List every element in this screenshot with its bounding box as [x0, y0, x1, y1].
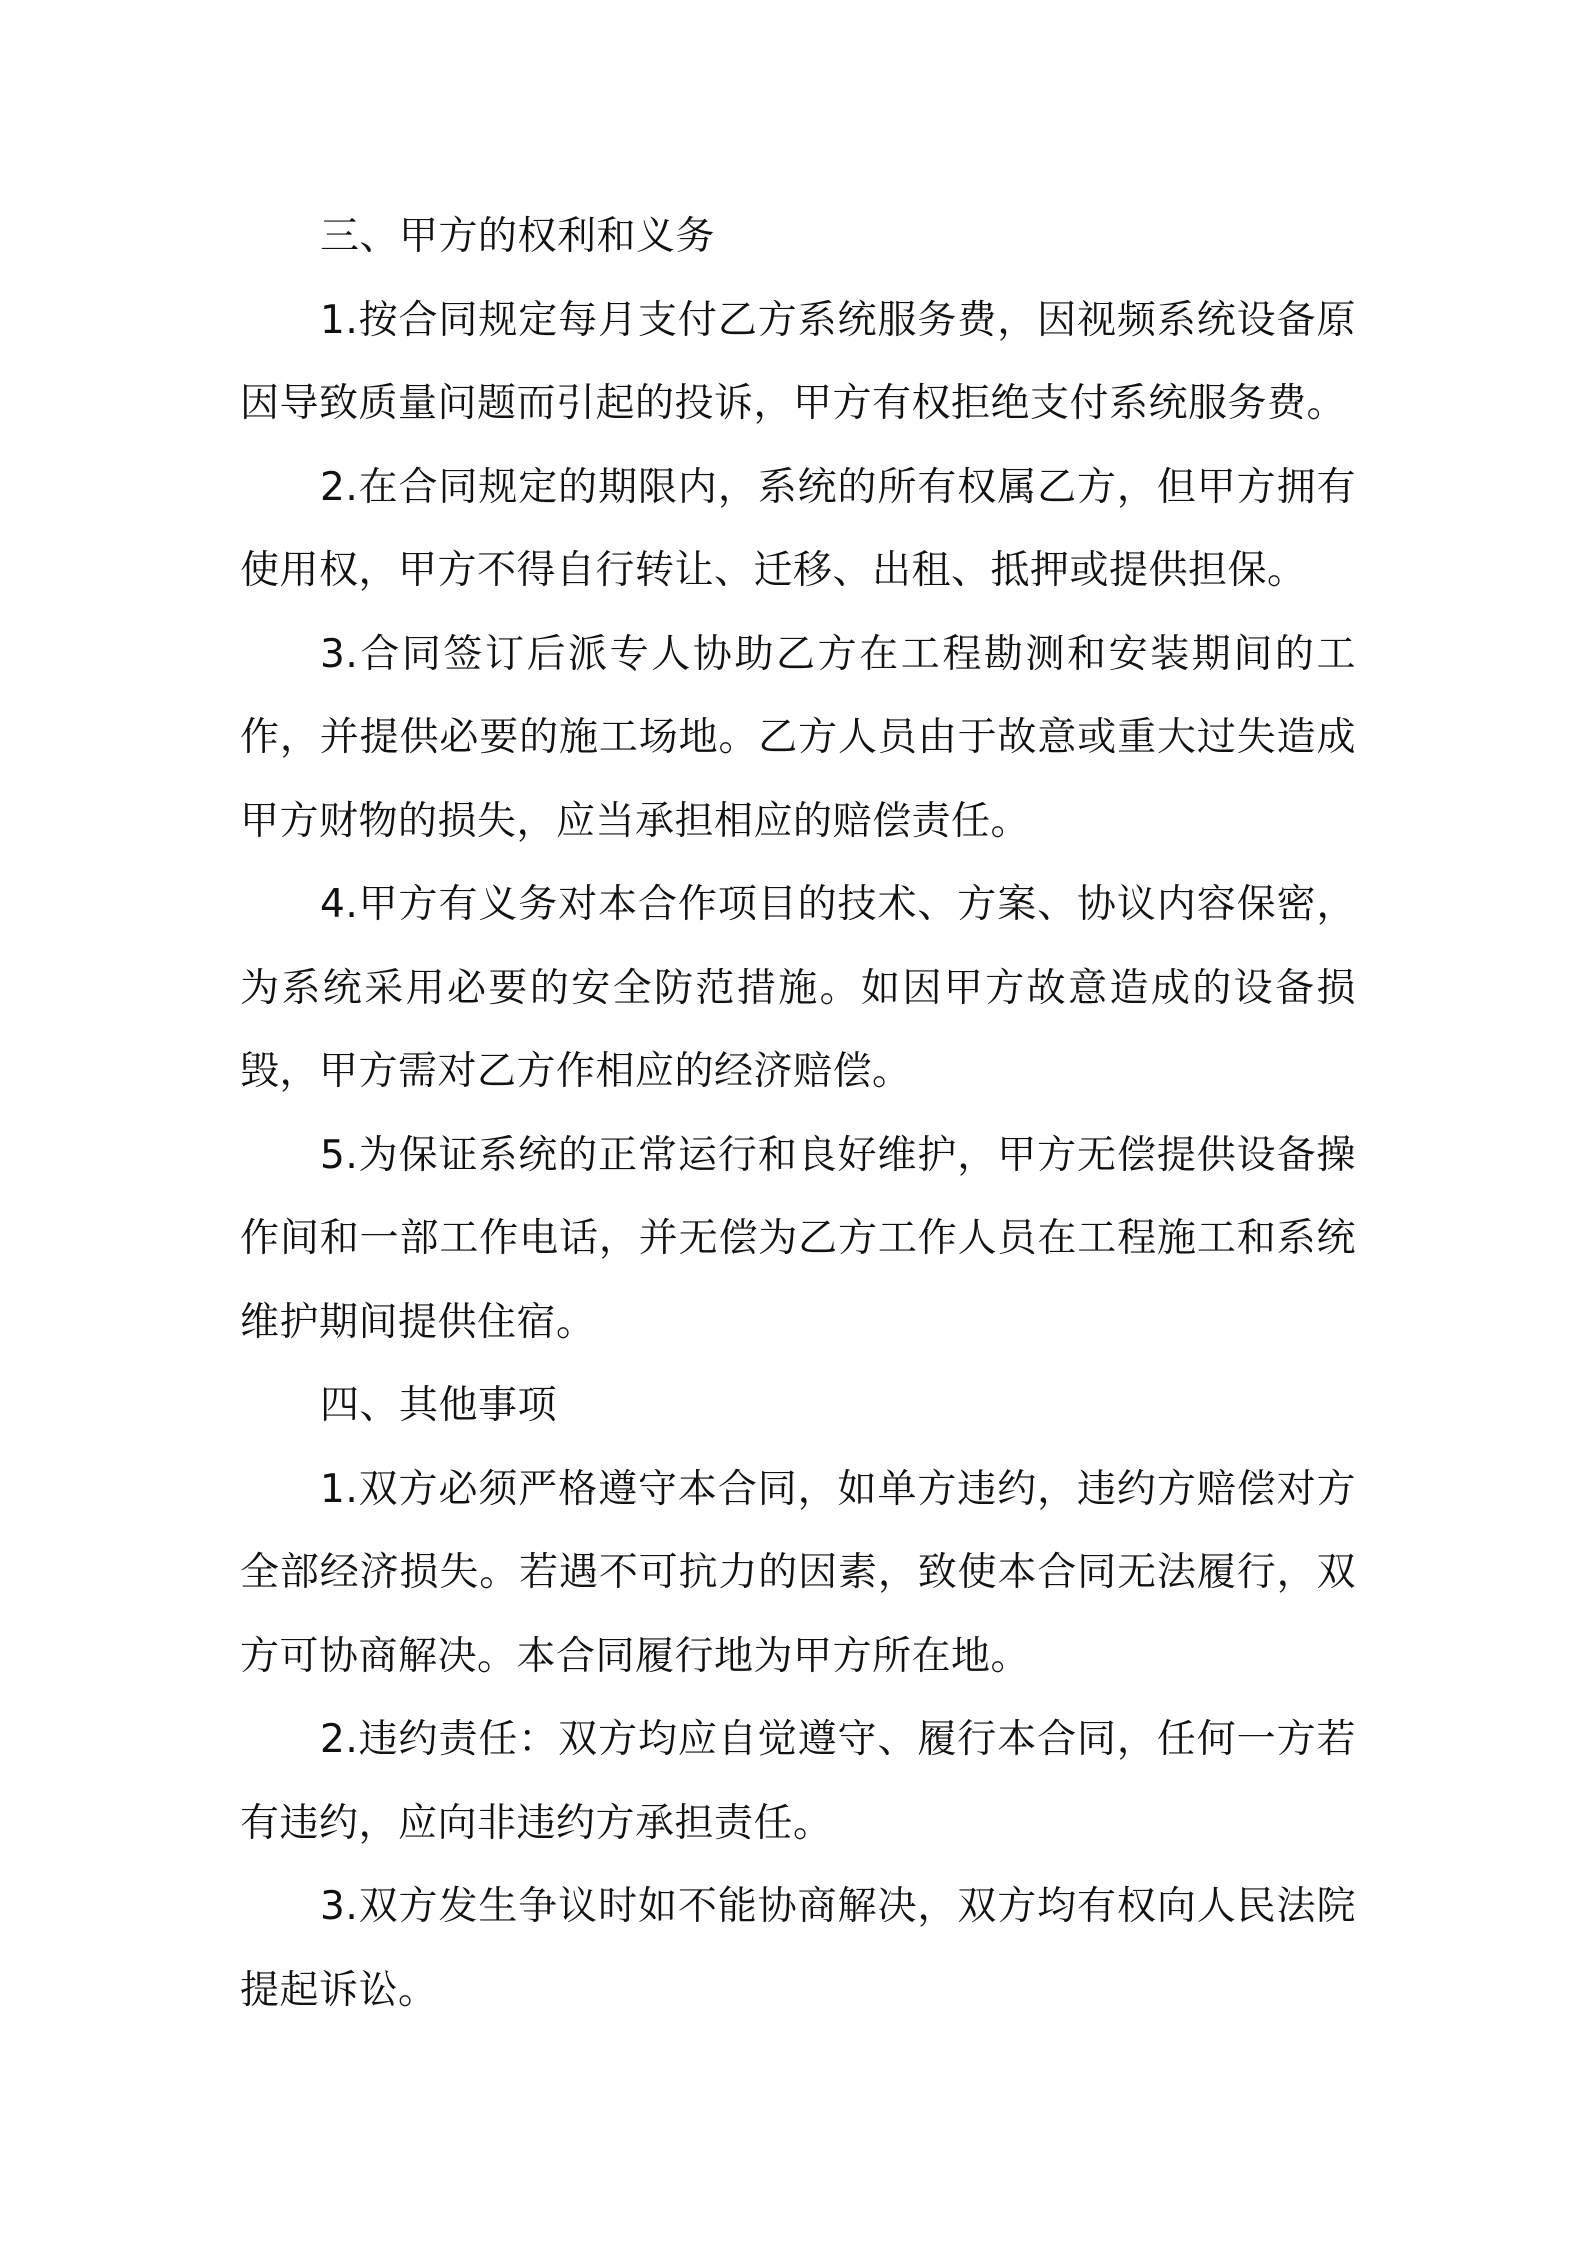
clause-3-5: 5.为保证系统的正常运行和良好维护，甲方无偿提供设备操作间和一部工作电话，并无偿为乙方工作人员在工程施工和系统维护期间提供住宿。 [240, 1132, 1356, 1345]
clause-4-3: 3.双方发生争议时如不能协商解决，双方均有权向人民法院提起诉讼。 [240, 1884, 1356, 2013]
section-heading-rights-obligations: 三、甲方的权利和义务 [320, 214, 716, 259]
clause-3-4: 4.甲方有义务对本合作项目的技术、方案、协议内容保密，为系统采用必要的安全防范措施。如因甲方故意造成的设备损毁，甲方需对乙方作相应的经济赔偿。 [240, 882, 1356, 1094]
section-heading-other-matters: 四、其他事项 [320, 1383, 558, 1428]
clause-3-1: 1.按合同规定每月支付乙方系统服务费，因视频系统设备原因导致质量问题而引起的投诉，甲方有权拒绝支付系统服务费。 [240, 297, 1356, 426]
clause-4-1: 1.双方必须严格遵守本合同，如单方违约，违约方赔偿对方全部经济损失。若遇不可抗力的因素，致使本合同无法履行，双方可协商解决。本合同履行地为甲方所在地。 [240, 1466, 1356, 1679]
clause-4-2: 2.违约责任：双方均应自觉遵守、履行本合同，任何一方若有违约，应向非违约方承担责任。 [240, 1717, 1356, 1846]
clause-3-2: 2.在合同规定的期限内，系统的所有权属乙方，但甲方拥有使用权，甲方不得自行转让、迁移、出租、抵押或提供担保。 [240, 464, 1356, 593]
document-body [240, 195, 1356, 2032]
clause-3-3: 3.合同签订后派专人协助乙方在工程勘测和安装期间的工作，并提供必要的施工场地。乙方人员由于故意或重大过失造成甲方财物的损失，应当承担相应的赔偿责任。 [240, 631, 1356, 844]
